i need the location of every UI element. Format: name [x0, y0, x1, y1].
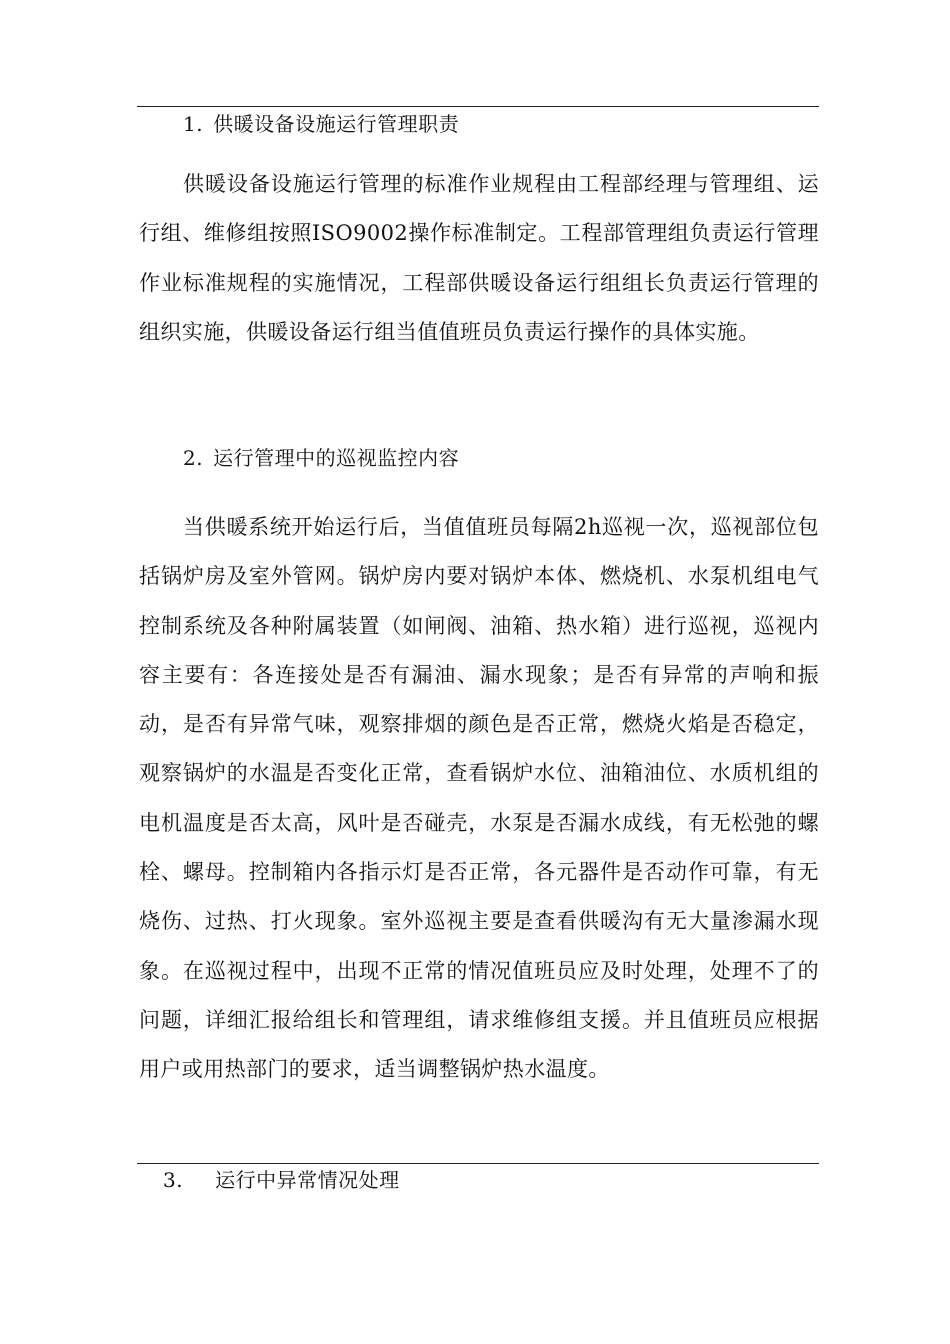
section-3-heading — [163, 1166, 400, 1194]
section-1-heading — [183, 110, 459, 138]
top-rule — [137, 106, 819, 107]
section-1-number: 1. — [183, 112, 204, 136]
section-2-number: 2. — [183, 446, 204, 470]
section-3-rule — [137, 1163, 819, 1164]
section-1-paragraph: 供暖设备设施运行管理的标准作业规程由工程部经理与管理组、运行组、维修组按照ISO9002操作标准制定。工程部管理组负责运行管理作业标准规程的实施情况，工程部供暖设备运行组组长负责运行管理的组织实施，供暖设备运行组当值值班员负责运行操作的具体实施。 — [139, 172, 819, 344]
section-2-heading — [183, 444, 459, 472]
section-3-title: 运行中异常情况处理 — [215, 1168, 400, 1192]
section-3-number: 3. — [163, 1168, 184, 1192]
section-2-paragraph: 当供暖系统开始运行后，当值值班员每隔2h巡视一次，巡视部位包括锅炉房及室外管网。锅炉房内要对锅炉本体、燃烧机、水泵机组电气控制系统及各种附属装置（如闸阀、油箱、热水箱）进行巡视，巡视内容主要有：各连接处是否有漏油、漏水现象；是否有异常的声响和振动，是否有异常气味，观察排烟的颜色是否正常，燃烧火焰是否稳定，观察锅炉的水温是否变化正常，查看锅炉水位、油箱油位、水质机组的电机温度是否太高，风叶是否碰壳，水泵是否漏水成线，有无松弛的螺栓、螺母。控制箱内各指示灯是否正常，各元器件是否动作可靠，有无烧伤、过热、打火现象。室外巡视主要是查看供暖沟有无大量渗漏水现象。在巡视过程中，出现不正常的情况值班员应及时处理，处理不了的问题，详细汇报给组长和管理组，请求维修组支援。并且值班员应根据用户或用热部门的要求，适当调整锅炉热水温度。 — [139, 515, 819, 1082]
section-2-title: 运行管理中的巡视监控内容 — [213, 446, 460, 470]
section-1-title: 供暖设备设施运行管理职责 — [213, 112, 460, 136]
